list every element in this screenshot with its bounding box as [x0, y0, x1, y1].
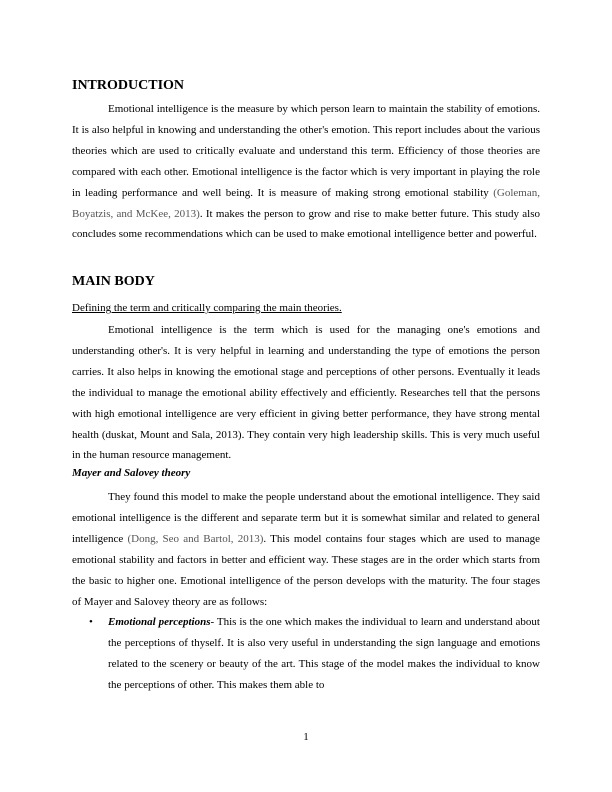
bullet-dot-icon: • — [89, 616, 93, 628]
main-body-heading: MAIN BODY — [72, 274, 155, 289]
bullet-item — [89, 612, 540, 696]
intro-text-before: Emotional intelligence is the measure by which person learn to maintain the stability of emotions. It is also helpful in knowing and understanding the other's emotion. This report includes about the various theories which are used to critically evaluate and understand this term. Efficiency of those theories are compared with each other. Emotional intelligence is the factor which is very important in playing the role in leading performance and well being. It is measure of making strong emotional stability — [72, 103, 540, 199]
theory-text-after: . This model contains four stages which are used to manage emotional stability and factors in better and efficient way. These stages are in the order which starts from the basic to higher one. Emotional intelligence of the person develops with the maturity. The four stages of Mayer and Salovey theory are as follows: — [72, 532, 540, 608]
theory-citation: (Dong, Seo and Bartol, 2013) — [127, 532, 264, 545]
section-subheading: Defining the term and critically comparing the main theories. — [72, 302, 342, 314]
theory-text-before: They found this model to make the people understand about the emotional intelligence. They said emotional intelligence is the different and separate term but it is somewhat similar and related to general intelligence — [72, 491, 540, 545]
bullet-text: - This is the one which makes the individual to learn and understand about the perceptions of thyself. It is also very useful in understanding the sign language and emotions related to the scenery or beauty of the art. This stage of the model makes the individual to know the perceptions of other. This makes them able to — [108, 616, 540, 691]
bullet-term: Emotional perceptions — [108, 616, 211, 628]
intro-paragraph — [72, 99, 540, 245]
theory-paragraph — [72, 487, 540, 612]
intro-text-after: . It makes the person to grow and rise to make better future. This study also concludes some recommendations which can be used to make emotional intelligence better and powerful. — [72, 207, 540, 241]
page-number: 1 — [303, 731, 309, 743]
intro-heading: INTRODUCTION — [72, 78, 185, 93]
theory-title: Mayer and Salovey theory — [72, 467, 191, 479]
intro-citation: (Goleman, Boyatzis, and McKee, 2013) — [72, 186, 540, 220]
main-body-paragraph: Emotional intelligence is the term which is used for the managing one's emotions and understanding other's. It is very helpful in learning and understanding the type of emotions the person carries. It also helps in knowing the emotional stage and perceptions of other persons. Eventually it leads the individual to manage the emotional ability effectively and efficiently. Researches tell that the persons with high emotional intelligence are very efficient in giving better performance, they have strong mental health (duskat, Mount and Sala, 2013). They contain very high leadership skills. This is very much useful in the human resource management. — [72, 324, 540, 462]
